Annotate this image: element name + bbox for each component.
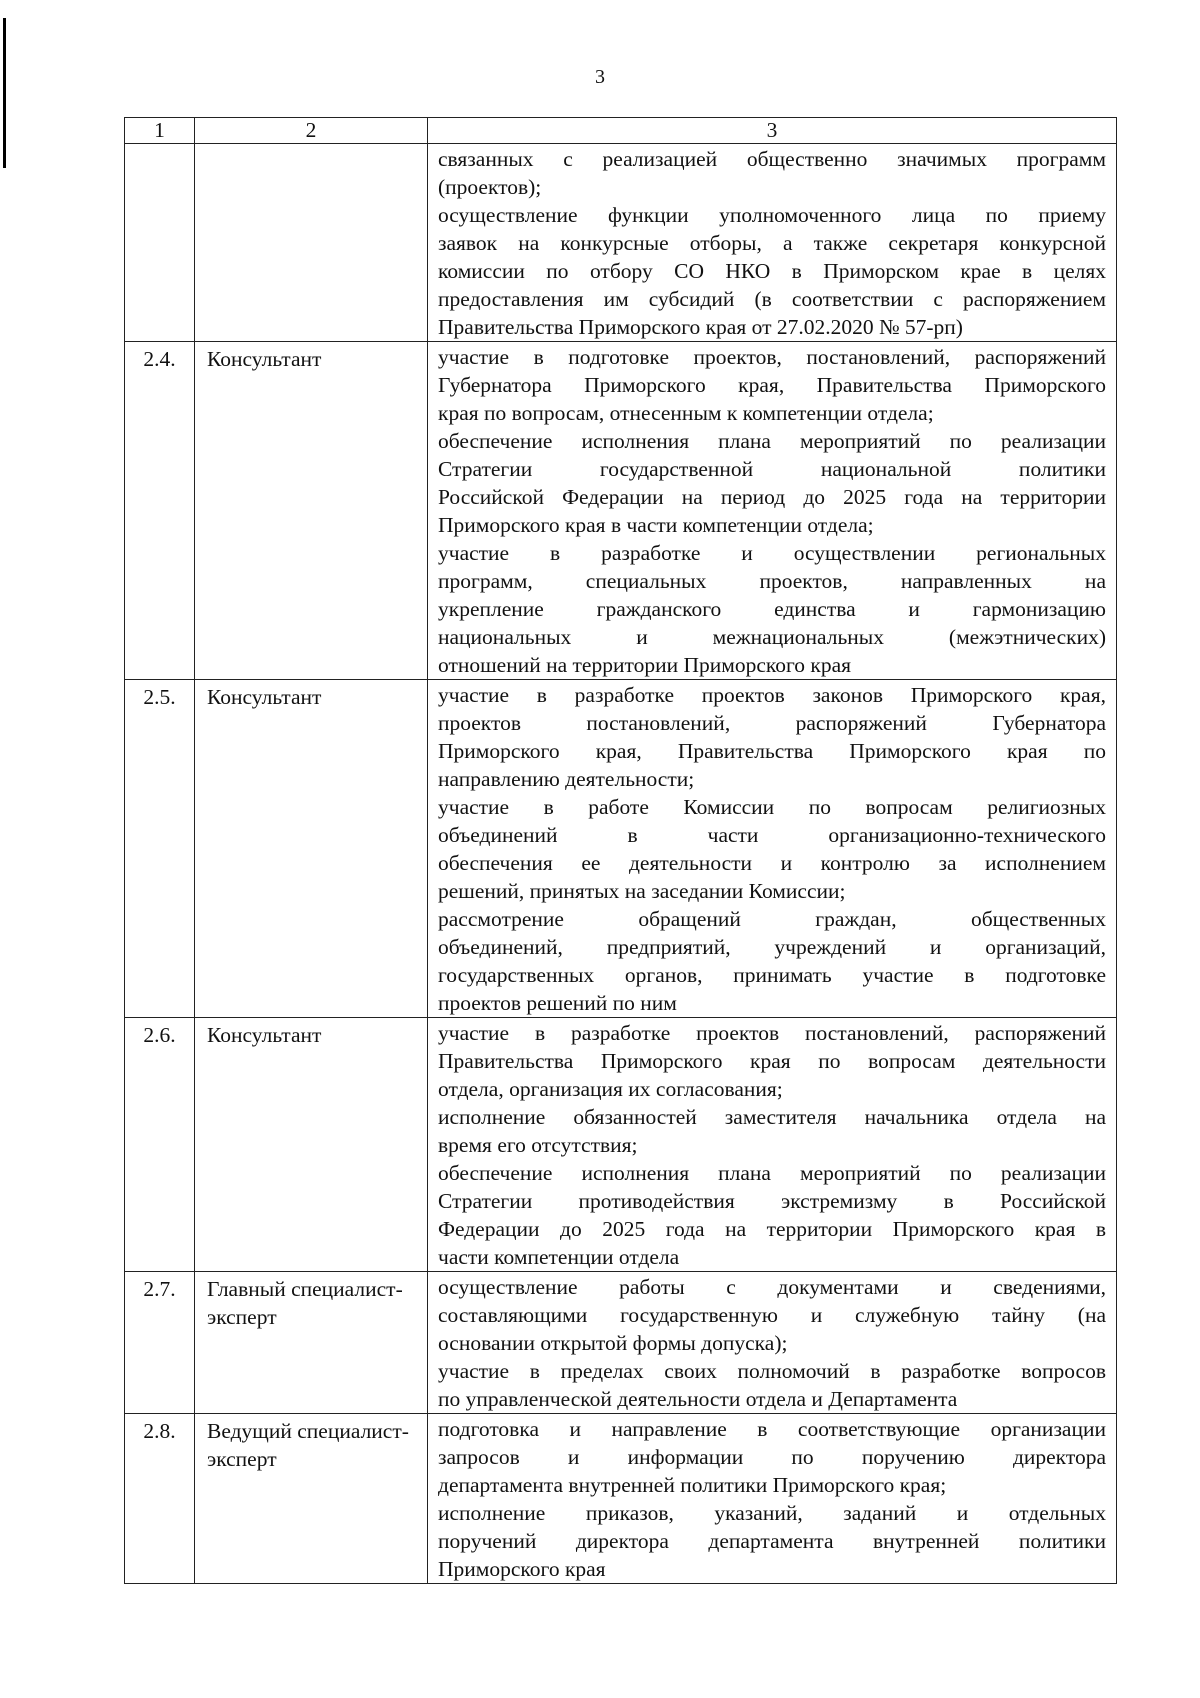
duty-text-line: решений, принятых на заседании Комиссии; <box>438 879 846 903</box>
duty-text-line: Приморского края в части компетенции отдела; <box>438 513 874 537</box>
duty-text-line: проектов постановлений, распоряжений Губернатора <box>438 711 1106 735</box>
duty-text-line: связанных с реализацией общественно значимых программ <box>438 147 1106 171</box>
duty-text-line: края по вопросам, отнесенным к компетенции отдела; <box>438 401 934 425</box>
duty-text-line: заявок на конкурсные отборы, а также секретаря конкурсной <box>438 231 1106 255</box>
duty-text-line: государственных органов, принимать участие в подготовке <box>438 963 1106 987</box>
duty-text-line: Стратегии противодействия экстремизму в Российской <box>438 1189 1106 1213</box>
duty-text-line: Стратегии государственной национальной политики <box>438 457 1106 481</box>
duty-text-line: комиссии по отбору СО НКО в Приморском крае в целях <box>438 259 1106 283</box>
row-number: 2.8. <box>125 1414 195 1584</box>
column-header-number: 1 <box>125 118 195 144</box>
duty-text-line: по управленческой деятельности отдела и Департамента <box>438 1387 958 1411</box>
duty-text-line: участие в работе Комиссии по вопросам религиозных <box>438 795 1106 819</box>
duty-text-line: обеспечение исполнения плана мероприятий по реализации <box>438 1161 1106 1185</box>
row-number <box>125 144 195 342</box>
duty-text-line: департамента внутренней политики Приморского края; <box>438 1473 947 1497</box>
duties-cell <box>428 1272 1117 1414</box>
table-row <box>125 144 1117 342</box>
duty-text-line: обеспечения ее деятельности и контролю за исполнением <box>438 851 1106 875</box>
duty-text-line: осуществление работы с документами и сведениями, <box>438 1275 1106 1299</box>
duty-text-line: части компетенции отдела <box>438 1245 680 1269</box>
duties-cell <box>428 1414 1117 1584</box>
table-header-row <box>125 118 1117 144</box>
scan-edge-mark <box>3 18 6 168</box>
row-number: 2.6. <box>125 1018 195 1272</box>
duty-text-line: исполнение приказов, указаний, заданий и отдельных <box>438 1501 1106 1525</box>
duty-text-line: участие в разработке проектов законов Приморского края, <box>438 683 1106 707</box>
duty-text-line: обеспечение исполнения плана мероприятий по реализации <box>438 429 1106 453</box>
position-title: Консультант <box>195 342 428 680</box>
row-number: 2.7. <box>125 1272 195 1414</box>
duty-text-line: объединений в части организационно-технического <box>438 823 1106 847</box>
row-number: 2.4. <box>125 342 195 680</box>
column-header-position: 2 <box>195 118 428 144</box>
position-title: Ведущий специалист-эксперт <box>195 1414 428 1584</box>
duty-text-line: участие в разработке проектов постановлений, распоряжений <box>438 1021 1106 1045</box>
duty-text-line: Приморского края, Правительства Приморского края по <box>438 739 1106 763</box>
position-title: Консультант <box>195 1018 428 1272</box>
duty-text-line: предоставления им субсидий (в соответствии с распоряжением <box>438 287 1106 311</box>
duties-table <box>124 117 1117 1584</box>
duties-cell <box>428 680 1117 1018</box>
duty-text-line: поручений директора департамента внутренней политики <box>438 1529 1106 1553</box>
duty-text-line: запросов и информации по поручению директора <box>438 1445 1106 1469</box>
duty-text-line: Губернатора Приморского края, Правительства Приморского <box>438 373 1106 397</box>
duty-text-line: отношений на территории Приморского края <box>438 653 852 677</box>
row-number: 2.5. <box>125 680 195 1018</box>
duty-text-line: исполнение обязанностей заместителя начальника отдела на <box>438 1105 1106 1129</box>
position-title <box>195 144 428 342</box>
duties-cell <box>428 144 1117 342</box>
duty-text-line: программ, специальных проектов, направленных на <box>438 569 1106 593</box>
page-number: 3 <box>595 66 605 88</box>
duty-text-line: Правительства Приморского края от 27.02.2020 № 57-рп) <box>438 315 963 339</box>
table-row <box>125 1272 1117 1414</box>
duty-text-line: национальных и межнациональных (межэтнических) <box>438 625 1106 649</box>
duty-text-line: рассмотрение обращений граждан, общественных <box>438 907 1106 931</box>
duty-text-line: объединений, предприятий, учреждений и организаций, <box>438 935 1106 959</box>
duty-text-line: участие в подготовке проектов, постановлений, распоряжений <box>438 345 1106 369</box>
duty-text-line: отдела, организация их согласования; <box>438 1077 783 1101</box>
duty-text-line: участие в разработке и осуществлении региональных <box>438 541 1106 565</box>
duty-text-line: осуществление функции уполномоченного лица по приему <box>438 203 1106 227</box>
table-row <box>125 342 1117 680</box>
duty-text-line: время его отсутствия; <box>438 1133 638 1157</box>
table-row <box>125 680 1117 1018</box>
duty-text-line: участие в пределах своих полномочий в разработке вопросов <box>438 1359 1106 1383</box>
duty-text-line: проектов решений по ним <box>438 991 677 1015</box>
duty-text-line: составляющими государственную и служебную тайну (на <box>438 1303 1106 1327</box>
duty-text-line: Федерации до 2025 года на территории Приморского края в <box>438 1217 1106 1241</box>
table-row <box>125 1414 1117 1584</box>
duty-text-line: Российской Федерации на период до 2025 года на территории <box>438 485 1106 509</box>
column-header-duties: 3 <box>428 118 1117 144</box>
position-title: Консультант <box>195 680 428 1018</box>
duty-text-line: Приморского края <box>438 1557 606 1581</box>
duty-text-line: подготовка и направление в соответствующие организации <box>438 1417 1106 1441</box>
duty-text-line: Правительства Приморского края по вопросам деятельности <box>438 1049 1106 1073</box>
position-title: Главный специалист-эксперт <box>195 1272 428 1414</box>
table-row <box>125 1018 1117 1272</box>
duty-text-line: (проектов); <box>438 175 542 199</box>
duties-cell <box>428 342 1117 680</box>
duty-text-line: укрепление гражданского единства и гармонизацию <box>438 597 1106 621</box>
duty-text-line: направлению деятельности; <box>438 767 695 791</box>
duties-cell <box>428 1018 1117 1272</box>
duty-text-line: основании открытой формы допуска); <box>438 1331 788 1355</box>
